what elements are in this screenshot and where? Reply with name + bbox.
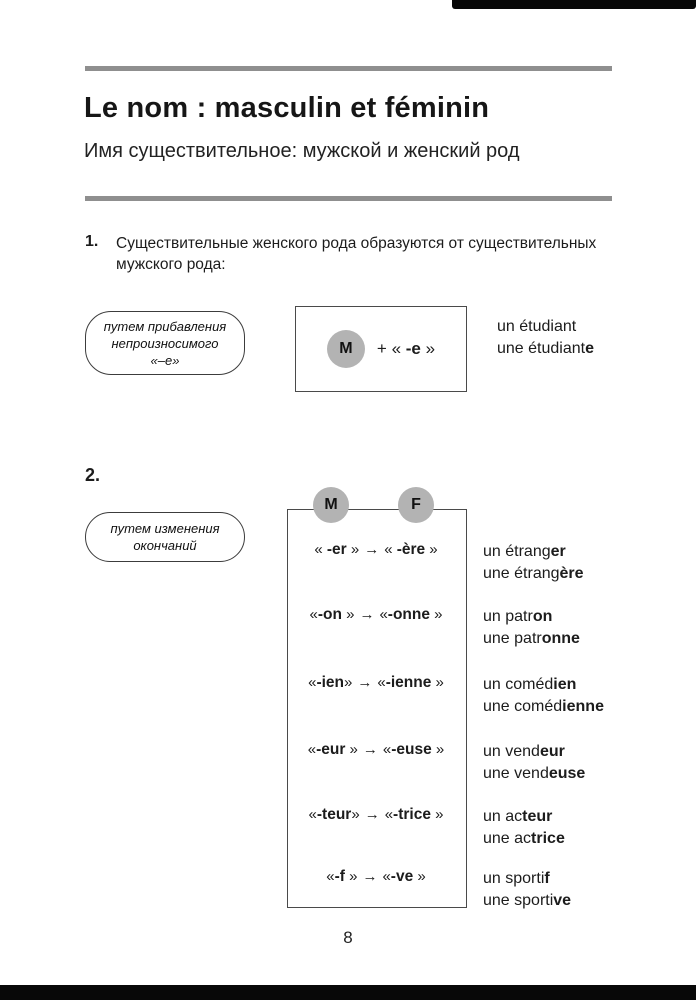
guillemet: «	[307, 741, 317, 758]
guillemet: »	[345, 741, 358, 758]
example-masculine	[483, 806, 565, 828]
masculine-circle: M	[313, 487, 349, 523]
guillemet: »	[413, 868, 426, 885]
word-ending: ienne	[562, 698, 604, 715]
transformation-rule	[287, 806, 465, 824]
ending-to: -euse	[391, 741, 432, 758]
method-pill-changing-endings	[85, 512, 245, 562]
section-1-number: 1.	[85, 233, 99, 250]
ending-to: -ienne	[385, 674, 432, 691]
guillemet: »	[344, 868, 358, 885]
word-stem: une patr	[483, 630, 542, 647]
guillemet: »	[431, 674, 444, 691]
page-title-french: Le nom : masculin et féminin	[84, 92, 490, 124]
example-feminine	[483, 628, 580, 650]
example-feminine	[483, 890, 571, 912]
suffix-e: -e	[405, 339, 421, 358]
word-stem: une coméd	[483, 698, 563, 715]
guillemet: »	[341, 606, 355, 623]
guillemet-open: «	[391, 339, 406, 358]
arrow-icon: →	[364, 541, 380, 558]
example-pair	[483, 541, 584, 585]
arrow-icon: →	[359, 606, 375, 623]
example-masculine	[497, 316, 594, 338]
ending-from: -eur	[316, 741, 346, 758]
guillemet: «	[314, 541, 327, 558]
ending-from: -teur	[316, 806, 352, 823]
example-masculine	[483, 606, 580, 628]
word-ending: onne	[541, 630, 580, 647]
ending-from: -on	[317, 606, 342, 623]
ending-from: -ien	[316, 674, 345, 691]
example-pair	[483, 606, 580, 650]
endings-table-box	[287, 509, 467, 908]
example-masculine	[483, 541, 584, 563]
guillemet: »	[425, 541, 438, 558]
example-pair	[483, 674, 604, 718]
example-feminine	[483, 563, 584, 585]
arrow-icon: →	[357, 674, 373, 691]
method-pill-adding-e	[85, 311, 245, 375]
example-feminine	[497, 338, 594, 360]
word-stem: une étrang	[483, 565, 560, 582]
guillemet: «	[377, 674, 386, 691]
plus-sign: +	[376, 339, 387, 358]
word-stem: un coméd	[483, 676, 554, 693]
word-ending: teur	[522, 808, 553, 825]
transformation-rule	[287, 541, 465, 559]
example-pair	[483, 868, 571, 912]
masculine-circle: M	[327, 330, 365, 368]
ending-from: -er	[326, 541, 347, 558]
example-feminine	[483, 696, 604, 718]
word-stem: un ac	[483, 808, 523, 825]
ending-to: -ère	[396, 541, 426, 558]
ending-to: -onne	[387, 606, 430, 623]
guillemet: »	[431, 741, 445, 758]
scan-edge-bottom	[0, 985, 696, 1000]
pill-line: путем изменения	[110, 521, 220, 536]
page-number: 8	[343, 928, 353, 947]
word-ending: trice	[531, 830, 565, 847]
word-stem: un vend	[483, 743, 540, 760]
guillemet: «	[379, 606, 388, 623]
guillemet: «	[326, 868, 335, 885]
example-masculine	[483, 741, 585, 763]
ending-from: -f	[334, 868, 345, 885]
section-2-number: 2.	[85, 465, 101, 485]
example-feminine	[483, 828, 565, 850]
arrow-icon: →	[364, 806, 380, 823]
ending-to: -ve	[390, 868, 414, 885]
arrow-icon: →	[362, 868, 378, 885]
word-ending: on	[532, 608, 553, 625]
guillemet: «	[382, 868, 391, 885]
example-masculine	[483, 674, 604, 696]
arrow-icon: →	[362, 741, 378, 758]
guillemet: «	[309, 606, 318, 623]
example-feminine	[483, 763, 585, 785]
word-ending: eur	[539, 743, 565, 760]
transformation-rule	[287, 868, 465, 886]
word-ending: er	[550, 543, 566, 560]
transformation-rule	[287, 606, 465, 624]
word-stem: un patr	[483, 608, 533, 625]
guillemet: »	[429, 606, 443, 623]
example-pair	[483, 741, 585, 785]
word-stem: une étudiant	[497, 340, 586, 357]
word-ending: ère	[559, 565, 584, 582]
word-stem: une sporti	[483, 892, 554, 909]
word-ending: euse	[548, 765, 586, 782]
section-1-description: Существительные женского рода образуются от существительных мужского рода:	[116, 235, 597, 273]
word-stem: un étudiant	[497, 318, 577, 335]
word-stem: un étrang	[483, 543, 551, 560]
page-title-russian: Имя существительное: мужской и женский род	[84, 140, 520, 162]
example-masculine	[483, 868, 571, 890]
pill-line: непроизносимого	[111, 335, 219, 351]
word-ending: ve	[553, 892, 572, 909]
feminine-circle: F	[398, 487, 434, 523]
pill-line: путем прибавления	[103, 318, 227, 334]
scan-edge-top	[452, 0, 696, 9]
formula-suffix	[377, 339, 435, 359]
transformation-rule	[287, 741, 465, 759]
guillemet: »	[346, 541, 360, 558]
guillemet: »	[430, 806, 444, 823]
ending-to: -trice	[393, 806, 431, 823]
pill-line: окончаний	[133, 538, 197, 553]
transformation-rule	[287, 674, 465, 692]
guillemet: «	[382, 741, 392, 758]
guillemet: «	[384, 541, 397, 558]
guillemet: «	[308, 674, 317, 691]
guillemet: »	[351, 806, 360, 823]
example-pair	[483, 806, 565, 850]
guillemet-close: »	[420, 339, 436, 358]
example-pair-etudiant	[497, 316, 594, 360]
word-ending: ien	[553, 676, 577, 693]
word-stem: un sporti	[483, 870, 545, 887]
guillemet: «	[384, 806, 394, 823]
pill-line: «–e»	[150, 352, 180, 368]
guillemet: »	[344, 674, 353, 691]
guillemet: «	[308, 806, 317, 823]
divider-under-title	[85, 196, 612, 201]
formula-box	[295, 306, 467, 392]
word-ending: f	[544, 870, 550, 887]
word-ending: e	[585, 340, 594, 357]
divider-top	[85, 66, 612, 71]
word-stem: une vend	[483, 765, 549, 782]
word-stem: une ac	[483, 830, 532, 847]
